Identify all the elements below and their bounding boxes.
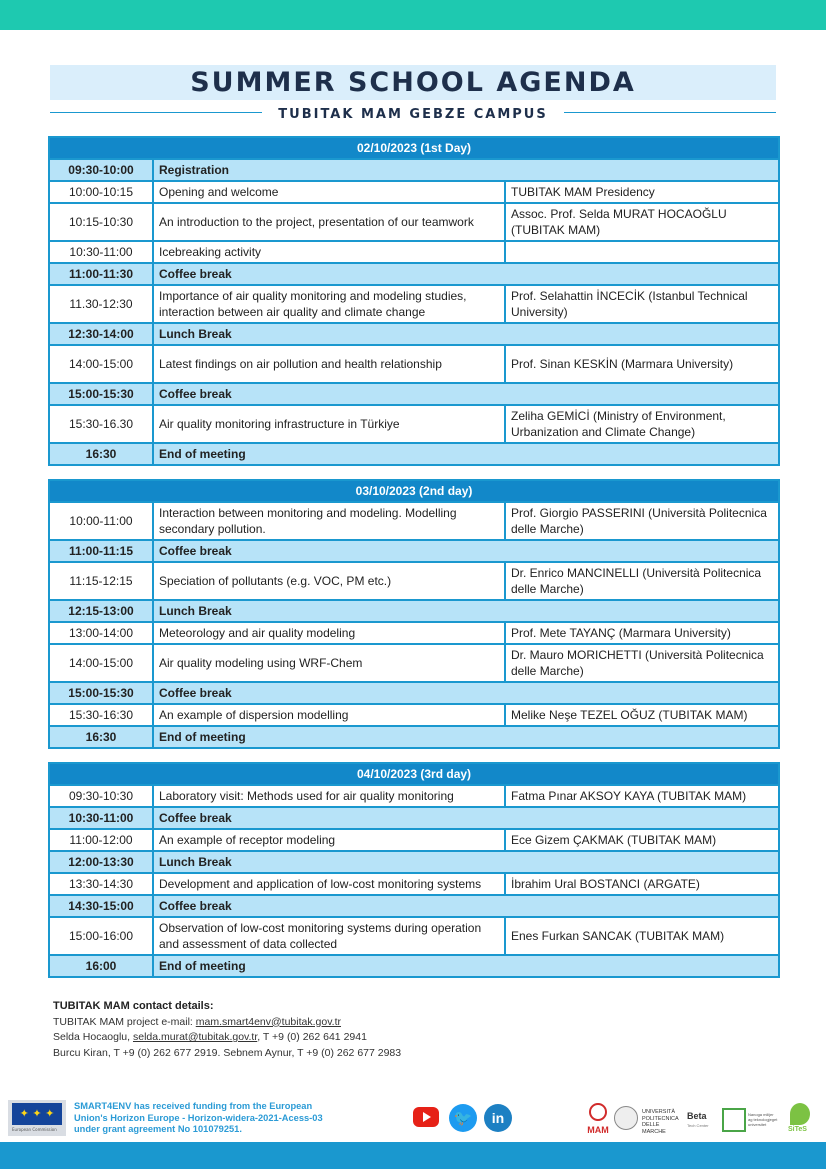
contact-persons-line2: Burcu Kiran, T +9 (0) 262 677 2919. Sebnem Aynur, T +9 (0) 262 677 2983 [53, 1046, 402, 1059]
session-activity: Lunch Break [153, 600, 779, 622]
session-time: 10:00-10:15 [49, 181, 153, 203]
session-time: 10:30-11:00 [49, 241, 153, 263]
session-time: 13:00-14:00 [49, 622, 153, 644]
eu-flag-icon: ✦ ✦ ✦ [12, 1103, 62, 1125]
funding-statement: SMART4ENV has received funding from the European Union's Horizon Europe - Horizon-widera-2021-Acess-03 under grant agreement No 101079251. [74, 1101, 323, 1134]
session-activity: Coffee break [153, 682, 779, 704]
session-row [49, 562, 779, 600]
session-row [49, 405, 779, 443]
session-activity: Laboratory visit: Methods used for air quality monitoring [153, 785, 505, 807]
break-row [49, 443, 779, 465]
day-date-header: 03/10/2023 (2nd day) [49, 480, 779, 502]
univpm-seal-icon [614, 1106, 638, 1130]
session-activity: Registration [153, 159, 779, 181]
break-row [49, 726, 779, 748]
tubitak-emblem-icon [589, 1103, 607, 1121]
session-time: 12:15-13:00 [49, 600, 153, 622]
day-1-agenda-table [48, 136, 780, 466]
break-row [49, 682, 779, 704]
session-speaker: İbrahim Ural BOSTANCI (ARGATE) [505, 873, 779, 895]
session-time: 12:00-13:30 [49, 851, 153, 873]
session-time: 10:30-11:00 [49, 807, 153, 829]
session-activity: Coffee break [153, 540, 779, 562]
bottom-accent-bar [0, 1142, 826, 1169]
session-speaker: Prof. Mete TAYANÇ (Marmara University) [505, 622, 779, 644]
break-row [49, 540, 779, 562]
session-speaker: Zeliha GEMİCİ (Ministry of Environment, Urbanization and Climate Change) [505, 405, 779, 443]
univpm-logo [614, 1101, 682, 1137]
day-2-agenda-table [48, 479, 780, 749]
twitter-icon[interactable]: 🐦 [449, 1104, 477, 1132]
session-time: 09:30-10:00 [49, 159, 153, 181]
session-time: 11:00-11:30 [49, 263, 153, 285]
session-speaker: Dr. Mauro MORICHETTI (Università Politecnica delle Marche) [505, 644, 779, 682]
beta-logo-text: Beta [687, 1111, 707, 1121]
session-time: 13:30-14:30 [49, 873, 153, 895]
eu-caption: European Commission [12, 1127, 57, 1132]
session-activity: Coffee break [153, 807, 779, 829]
session-time: 14:00-15:00 [49, 345, 153, 383]
session-activity: Coffee break [153, 263, 779, 285]
break-row [49, 807, 779, 829]
beta-logo-subtext: Tech Center [687, 1123, 709, 1128]
session-activity: Lunch Break [153, 323, 779, 345]
session-time: 11.30-12:30 [49, 285, 153, 323]
session-activity: Lunch Break [153, 851, 779, 873]
session-speaker: Enes Furkan SANCAK (TUBITAK MAM) [505, 917, 779, 955]
contact-heading: TUBITAK MAM contact details: [53, 1000, 214, 1012]
person1-phone: , T +9 (0) 262 641 2941 [257, 1031, 367, 1043]
session-activity: End of meeting [153, 726, 779, 748]
contact-email-label: TUBITAK MAM project e-mail: [53, 1015, 196, 1028]
univpm-logo-text: UNIVERSITÀ POLITECNICA DELLE MARCHE [642, 1109, 679, 1135]
break-row [49, 955, 779, 977]
session-row [49, 785, 779, 807]
session-time: 15:00-16:00 [49, 917, 153, 955]
day-date-header: 04/10/2023 (3rd day) [49, 763, 779, 785]
break-row [49, 323, 779, 345]
session-activity: End of meeting [153, 955, 779, 977]
session-row [49, 917, 779, 955]
session-row [49, 241, 779, 263]
session-row [49, 829, 779, 851]
footer [0, 1095, 826, 1140]
sites-logo-text: SiTeS [788, 1126, 807, 1133]
session-time: 16:30 [49, 726, 153, 748]
session-time: 15:00-15:30 [49, 383, 153, 405]
session-speaker: Ece Gizem ÇAKMAK (TUBITAK MAM) [505, 829, 779, 851]
page-subtitle: TUBITAK MAM GEBZE CAMPUS [278, 107, 548, 122]
day-date-header: 02/10/2023 (1st Day) [49, 137, 779, 159]
person1-name: Selda Hocaoglu, [53, 1031, 133, 1043]
session-activity: Importance of air quality monitoring and modeling studies, interaction between air quality and climate change [153, 285, 505, 323]
session-speaker: Assoc. Prof. Selda MURAT HOCAOĞLU (TUBITAK MAM) [505, 203, 779, 241]
session-speaker: Prof. Selahattin İNCECİK (Istanbul Technical University) [505, 285, 779, 323]
session-time: 11:15-12:15 [49, 562, 153, 600]
session-row [49, 644, 779, 682]
session-row [49, 502, 779, 540]
nmbu-logo [722, 1101, 778, 1137]
session-speaker [505, 241, 779, 263]
session-activity: Development and application of low-cost monitoring systems [153, 873, 505, 895]
session-row [49, 285, 779, 323]
day-header-row [49, 763, 779, 785]
session-activity: Coffee break [153, 383, 779, 405]
session-activity: Meteorology and air quality modeling [153, 622, 505, 644]
break-row [49, 851, 779, 873]
session-activity: Coffee break [153, 895, 779, 917]
session-row [49, 704, 779, 726]
session-activity: An introduction to the project, presentation of our teamwork [153, 203, 505, 241]
eu-flag-logo [8, 1100, 66, 1136]
session-time: 14:00-15:00 [49, 644, 153, 682]
session-time: 12:30-14:00 [49, 323, 153, 345]
contact-person1-line [53, 1030, 553, 1046]
session-speaker: TUBITAK MAM Presidency [505, 181, 779, 203]
session-row [49, 181, 779, 203]
session-time: 15:30-16:30 [49, 704, 153, 726]
session-row [49, 203, 779, 241]
day-3-agenda-table [48, 762, 780, 978]
session-time: 14:30-15:00 [49, 895, 153, 917]
session-speaker: Melike Neşe TEZEL OĞUZ (TUBITAK MAM) [505, 704, 779, 726]
session-time: 11:00-11:15 [49, 540, 153, 562]
break-row [49, 263, 779, 285]
page-title: SUMMER SCHOOL AGENDA [190, 67, 636, 98]
session-row [49, 345, 779, 383]
day-header-row [49, 137, 779, 159]
session-time: 15:30-16.30 [49, 405, 153, 443]
session-speaker: Fatma Pınar AKSOY KAYA (TUBITAK MAM) [505, 785, 779, 807]
session-speaker: Prof. Giorgio PASSERINI (Università Politecnica delle Marche) [505, 502, 779, 540]
youtube-icon[interactable] [413, 1107, 439, 1127]
session-activity: An example of receptor modeling [153, 829, 505, 851]
day-header-row [49, 480, 779, 502]
beta-logo [687, 1101, 717, 1137]
break-row [49, 383, 779, 405]
session-time: 16:00 [49, 955, 153, 977]
subtitle-divider-left [50, 112, 262, 113]
session-activity: Interaction between monitoring and modeling. Modelling secondary pollution. [153, 502, 505, 540]
session-activity: Icebreaking activity [153, 241, 505, 263]
person1-email-link[interactable]: selda.murat@tubitak.gov.tr [132, 1031, 258, 1043]
break-row [49, 895, 779, 917]
session-time: 11:00-12:00 [49, 829, 153, 851]
session-time: 15:00-15:30 [49, 682, 153, 704]
linkedin-icon[interactable]: in [484, 1104, 512, 1132]
session-speaker: Prof. Sinan KESKİN (Marmara University) [505, 345, 779, 383]
nmbu-logo-text: Nanoga milijer ag teknologjeget universitet [748, 1112, 778, 1127]
session-row [49, 873, 779, 895]
mam-logo-text: MAM [587, 1125, 609, 1135]
break-row [49, 600, 779, 622]
sites-logo [784, 1101, 818, 1137]
session-activity: Speciation of pollutants (e.g. VOC, PM etc.) [153, 562, 505, 600]
break-row [49, 159, 779, 181]
contact-details [53, 999, 553, 1061]
session-activity: Opening and welcome [153, 181, 505, 203]
contact-project-email-line [53, 1015, 553, 1031]
subtitle-divider-right [564, 112, 776, 113]
session-row [49, 622, 779, 644]
subtitle-row [50, 103, 776, 121]
session-speaker: Dr. Enrico MANCINELLI (Università Politecnica delle Marche) [505, 562, 779, 600]
nmbu-mark-icon [722, 1108, 746, 1132]
session-activity: Air quality modeling using WRF-Chem [153, 644, 505, 682]
session-activity: Air quality monitoring infrastructure in Türkiye [153, 405, 505, 443]
title-banner [50, 65, 776, 100]
tubitak-mam-logo [585, 1101, 611, 1137]
sites-leaf-icon [790, 1103, 810, 1125]
session-time: 10:00-11:00 [49, 502, 153, 540]
session-activity: Observation of low-cost monitoring systems during operation and assessment of data collected [153, 917, 505, 955]
session-time: 16:30 [49, 443, 153, 465]
session-activity: Latest findings on air pollution and health relationship [153, 345, 505, 383]
session-activity: An example of dispersion modelling [153, 704, 505, 726]
project-email-link[interactable]: mam.smart4env@tubitak.gov.tr [195, 1015, 342, 1028]
session-activity: End of meeting [153, 443, 779, 465]
session-time: 10:15-10:30 [49, 203, 153, 241]
top-accent-bar [0, 0, 826, 30]
session-time: 09:30-10:30 [49, 785, 153, 807]
